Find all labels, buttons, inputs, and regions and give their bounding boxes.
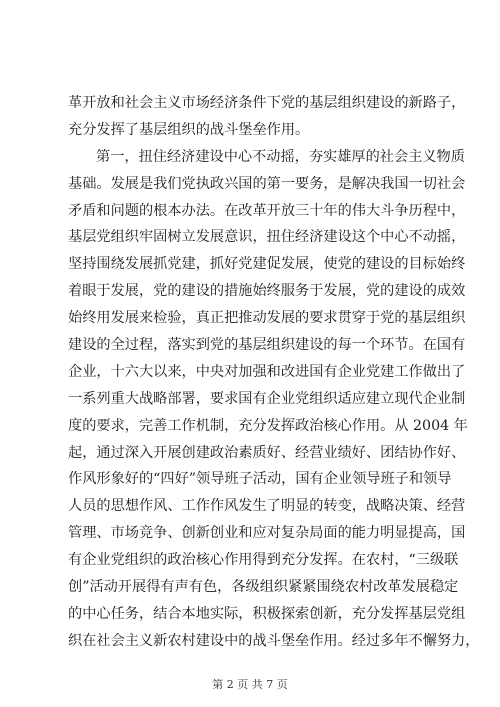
text-line: 基础。发展是我们党执政兴国的第一要务，是解决我国一切社会	[68, 175, 466, 192]
text-line: 人员的思想作风、工作作风发生了明显的转变，战略决策、经营	[68, 498, 466, 515]
text-line: 基层党组织牢固树立发展意识，扭住经济建设这个中心不动摇，	[68, 229, 466, 246]
text-line: 创”活动开展得有声有色，各级组织紧紧围绕农村改革发展稳定	[68, 579, 459, 596]
text-line: 一系列重大战略部署，要求国有企业党组织适应建立现代企业制	[68, 390, 466, 407]
text-line: 管理、市场竞争、创新创业和应对复杂局面的能力明显提高，国	[68, 525, 466, 542]
text-line: 充分发挥了基层组织的战斗堡垒作用。	[68, 121, 310, 138]
text-line: 矛盾和问题的根本办法。在改革开放三十年的伟大斗争历程中，	[68, 202, 466, 219]
text-line: 革开放和社会主义市场经济条件下党的基层组织建设的新路子，	[68, 95, 466, 111]
text-line: 着眼于发展，党的建设的措施始终服务于发展，党的建设的成效	[68, 283, 466, 300]
text-line: 建设的全过程，落实到党的基层组织建设的每一个环节。在国有	[68, 337, 466, 354]
body-text	[68, 90, 480, 655]
text-line: 度的要求，完善工作机制，充分发挥政治核心作用。从 2004 年	[68, 417, 468, 434]
text-line: 坚持围绕发展抓党建，抓好党建促发展，使党的建设的目标始终	[68, 256, 466, 273]
text-line: 企业，十六大以来，中央对加强和改进国有企业党建工作做出了	[68, 363, 466, 380]
text-line: 作风形象好的“四好”领导班子活动，国有企业领导班子和领导	[68, 471, 452, 488]
page-number-footer: 第 2 页 共 7 页	[212, 678, 288, 691]
paragraph-first-line: 第一，扭住经济建设中心不动摇，夯实雄厚的社会主义物质	[96, 148, 465, 165]
text-line: 织在社会主义新农村建设中的战斗堡垒作用。经过多年不懈努力，	[68, 632, 480, 649]
text-line: 有企业党组织的政治核心作用得到充分发挥。在农村，“三级联	[68, 552, 459, 569]
text-line: 始终用发展来检验，真正把推动发展的要求贯穿于党的基层组织	[68, 310, 466, 327]
text-line: 起，通过深入开展创建政治素质好、经营业绩好、团结协作好、	[68, 444, 466, 461]
text-line: 的中心任务，结合本地实际，积极探索创新，充分发挥基层党组	[68, 605, 466, 622]
